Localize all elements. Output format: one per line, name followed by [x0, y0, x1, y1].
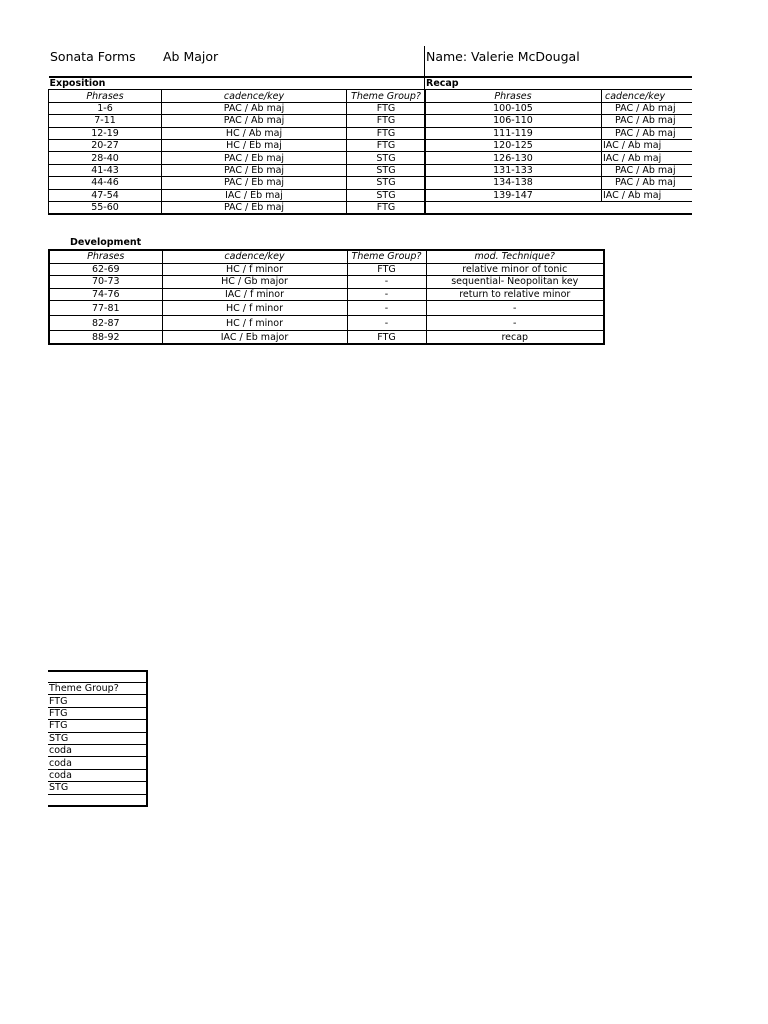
phrase-cell: 106-110: [425, 115, 602, 127]
phrase-cell: 70-73: [49, 276, 162, 289]
cadence-cell: [602, 201, 693, 214]
theme-group-cell: STG: [347, 189, 426, 201]
column-header-theme-group: Theme Group?: [347, 90, 426, 102]
phrase-cell: 62-69: [49, 263, 162, 276]
table-row: [49, 331, 604, 344]
phrase-cell: 131-133: [425, 164, 602, 176]
recap-title: Recap: [425, 77, 693, 90]
table-row: [425, 139, 693, 151]
phrase-cell: 12-19: [49, 127, 162, 139]
column-header-theme-group: Theme Group?: [48, 683, 146, 695]
phrase-cell: 77-81: [49, 301, 162, 316]
table-row: [49, 127, 426, 139]
technique-cell: -: [426, 301, 604, 316]
table-row: [49, 115, 426, 127]
table-row: [49, 164, 426, 176]
table-row: [425, 201, 693, 214]
technique-cell: sequential- Neopolitan key: [426, 276, 604, 289]
theme-group-cell: FTG: [347, 115, 426, 127]
table-row: [49, 189, 426, 201]
column-header-mod-technique: mod. Technique?: [426, 250, 604, 263]
cadence-cell: PAC / Ab maj: [602, 164, 693, 176]
phrase-cell: 88-92: [49, 331, 162, 344]
cadence-cell: IAC / Eb major: [162, 331, 347, 344]
cadence-cell: PAC / Eb maj: [162, 152, 347, 164]
development-title: Development: [70, 237, 142, 248]
table-row: [425, 127, 693, 139]
phrase-cell: 7-11: [49, 115, 162, 127]
table-row: [425, 115, 693, 127]
cadence-cell: HC / f minor: [162, 301, 347, 316]
theme-group-cell: FTG: [347, 127, 426, 139]
cadence-cell: PAC / Eb maj: [162, 177, 347, 189]
phrase-cell: 1-6: [49, 102, 162, 114]
phrase-cell: 20-27: [49, 139, 162, 151]
phrase-cell: 134-138: [425, 177, 602, 189]
theme-group-cell: STG: [347, 164, 426, 176]
phrase-cell: 74-76: [49, 288, 162, 301]
phrase-cell: 55-60: [49, 201, 162, 214]
theme-group-cell: FTG: [48, 695, 146, 707]
table-row: [48, 732, 146, 744]
table-row: [425, 189, 693, 201]
cadence-cell: HC / f minor: [162, 263, 347, 276]
table-row: [49, 301, 604, 316]
table-row: [48, 720, 146, 732]
table-row: [425, 152, 693, 164]
phrase-cell: 41-43: [49, 164, 162, 176]
column-header-phrases: Phrases: [425, 90, 602, 102]
table-row: [48, 782, 146, 794]
theme-group-cell: FTG: [347, 263, 426, 276]
cadence-cell: PAC / Ab maj: [602, 115, 693, 127]
column-header-phrases: Phrases: [49, 250, 162, 263]
table-row: [425, 164, 693, 176]
sheet-title: Sonata Forms: [50, 49, 136, 64]
table-row: [49, 201, 426, 214]
cadence-cell: PAC / Ab maj: [602, 102, 693, 114]
phrase-cell: 120-125: [425, 139, 602, 151]
student-name: Name: Valerie McDougal: [426, 49, 580, 64]
table-row: [49, 102, 426, 114]
cadence-cell: PAC / Ab maj: [162, 102, 347, 114]
cadence-cell: HC / Ab maj: [162, 127, 347, 139]
cadence-cell: PAC / Eb maj: [162, 201, 347, 214]
cadence-cell: IAC / Eb maj: [162, 189, 347, 201]
phrase-cell: 82-87: [49, 316, 162, 331]
recap-theme-group-box: [48, 670, 148, 807]
column-header-phrases: Phrases: [49, 90, 162, 102]
theme-group-cell: STG: [48, 782, 146, 794]
recap-section: [424, 76, 692, 215]
column-header-theme-group: Theme Group?: [347, 250, 426, 263]
theme-group-cell: coda: [48, 769, 146, 781]
key-label: Ab Major: [163, 49, 219, 64]
theme-group-cell: STG: [347, 177, 426, 189]
theme-group-cell: STG: [347, 152, 426, 164]
table-row: [48, 744, 146, 756]
technique-cell: recap: [426, 331, 604, 344]
technique-cell: -: [426, 316, 604, 331]
table-row: [48, 695, 146, 707]
theme-group-cell: FTG: [347, 201, 426, 214]
cadence-cell: IAC / Ab maj: [602, 152, 693, 164]
phrase-cell: 126-130: [425, 152, 602, 164]
cadence-cell: IAC / f minor: [162, 288, 347, 301]
phrase-cell: 47-54: [49, 189, 162, 201]
cadence-cell: PAC / Ab maj: [162, 115, 347, 127]
cadence-cell: HC / Gb major: [162, 276, 347, 289]
column-header-cadence: cadence/key: [162, 90, 347, 102]
table-row: [48, 769, 146, 781]
theme-group-cell: FTG: [48, 720, 146, 732]
phrase-cell: 28-40: [49, 152, 162, 164]
development-table: [48, 249, 605, 345]
theme-group-cell: -: [347, 301, 426, 316]
phrase-cell: 44-46: [49, 177, 162, 189]
table-row: [49, 177, 426, 189]
table-row: [48, 707, 146, 719]
cadence-cell: PAC / Ab maj: [602, 127, 693, 139]
table-row: [49, 152, 426, 164]
cadence-cell: HC / Eb maj: [162, 139, 347, 151]
table-row: [49, 263, 604, 276]
phrase-cell: 139-147: [425, 189, 602, 201]
table-row: [49, 139, 426, 151]
theme-group-cell: FTG: [347, 331, 426, 344]
theme-group-cell: STG: [48, 732, 146, 744]
table-row: [49, 276, 604, 289]
theme-group-cell: coda: [48, 757, 146, 769]
table-row: [49, 316, 604, 331]
exposition-table: [48, 76, 426, 215]
theme-group-cell: FTG: [48, 707, 146, 719]
header-divider: [424, 46, 425, 76]
phrase-cell: [425, 201, 602, 214]
table-row: [425, 102, 693, 114]
table-row: [425, 177, 693, 189]
column-header-cadence: cadence/key: [162, 250, 347, 263]
cadence-cell: IAC / Ab maj: [602, 139, 693, 151]
cadence-cell: HC / f minor: [162, 316, 347, 331]
recap-theme-group-table: [48, 682, 146, 806]
cadence-cell: IAC / Ab maj: [602, 189, 693, 201]
theme-group-cell: -: [347, 288, 426, 301]
theme-group-cell: [48, 794, 146, 806]
phrase-cell: 100-105: [425, 102, 602, 114]
technique-cell: return to relative minor: [426, 288, 604, 301]
table-row: [48, 757, 146, 769]
table-row: [49, 288, 604, 301]
cadence-cell: PAC / Ab maj: [602, 177, 693, 189]
theme-group-cell: -: [347, 316, 426, 331]
table-row: [48, 794, 146, 806]
phrase-cell: 111-119: [425, 127, 602, 139]
cadence-cell: PAC / Eb maj: [162, 164, 347, 176]
exposition-title: Exposition: [49, 77, 426, 90]
theme-group-cell: -: [347, 276, 426, 289]
theme-group-cell: coda: [48, 744, 146, 756]
column-header-cadence: cadence/key: [602, 90, 693, 102]
theme-group-cell: FTG: [347, 102, 426, 114]
theme-group-cell: FTG: [347, 139, 426, 151]
recap-table: [424, 76, 692, 215]
technique-cell: relative minor of tonic: [426, 263, 604, 276]
